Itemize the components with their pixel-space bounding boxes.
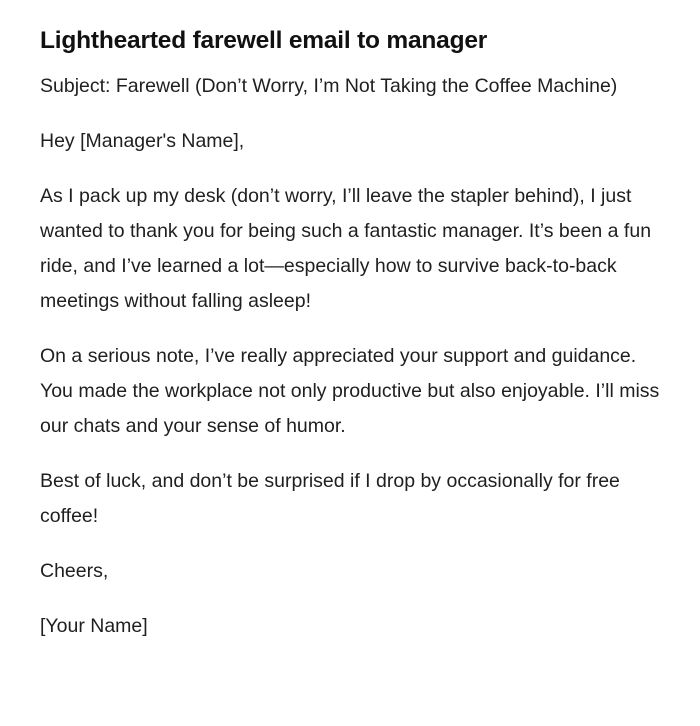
- email-closing: Cheers,: [40, 560, 109, 582]
- email-greeting: Hey [Manager's Name],: [40, 130, 245, 152]
- email-signature: [Your Name]: [40, 615, 148, 637]
- email-paragraph-2: On a serious note, I’ve really appreciated your support and guidance. You made the workplace not only productive but also enjoyable. I’ll miss our chats and your sense of humor.: [40, 345, 660, 437]
- email-paragraph-3: Best of luck, and don’t be surprised if I drop by occasionally for free coffee!: [40, 470, 620, 527]
- email-subject: Subject: Farewell (Don’t Worry, I’m Not Taking the Coffee Machine): [40, 75, 618, 97]
- document-title: Lighthearted farewell email to manager: [40, 27, 488, 54]
- email-paragraph-1: As I pack up my desk (don’t worry, I’ll leave the stapler behind), I just wanted to thank you for being such a fantastic manager. It’s been a fun ride, and I’ve learned a lot—especially how to survive back-to-back meetings without falling asleep!: [40, 185, 652, 312]
